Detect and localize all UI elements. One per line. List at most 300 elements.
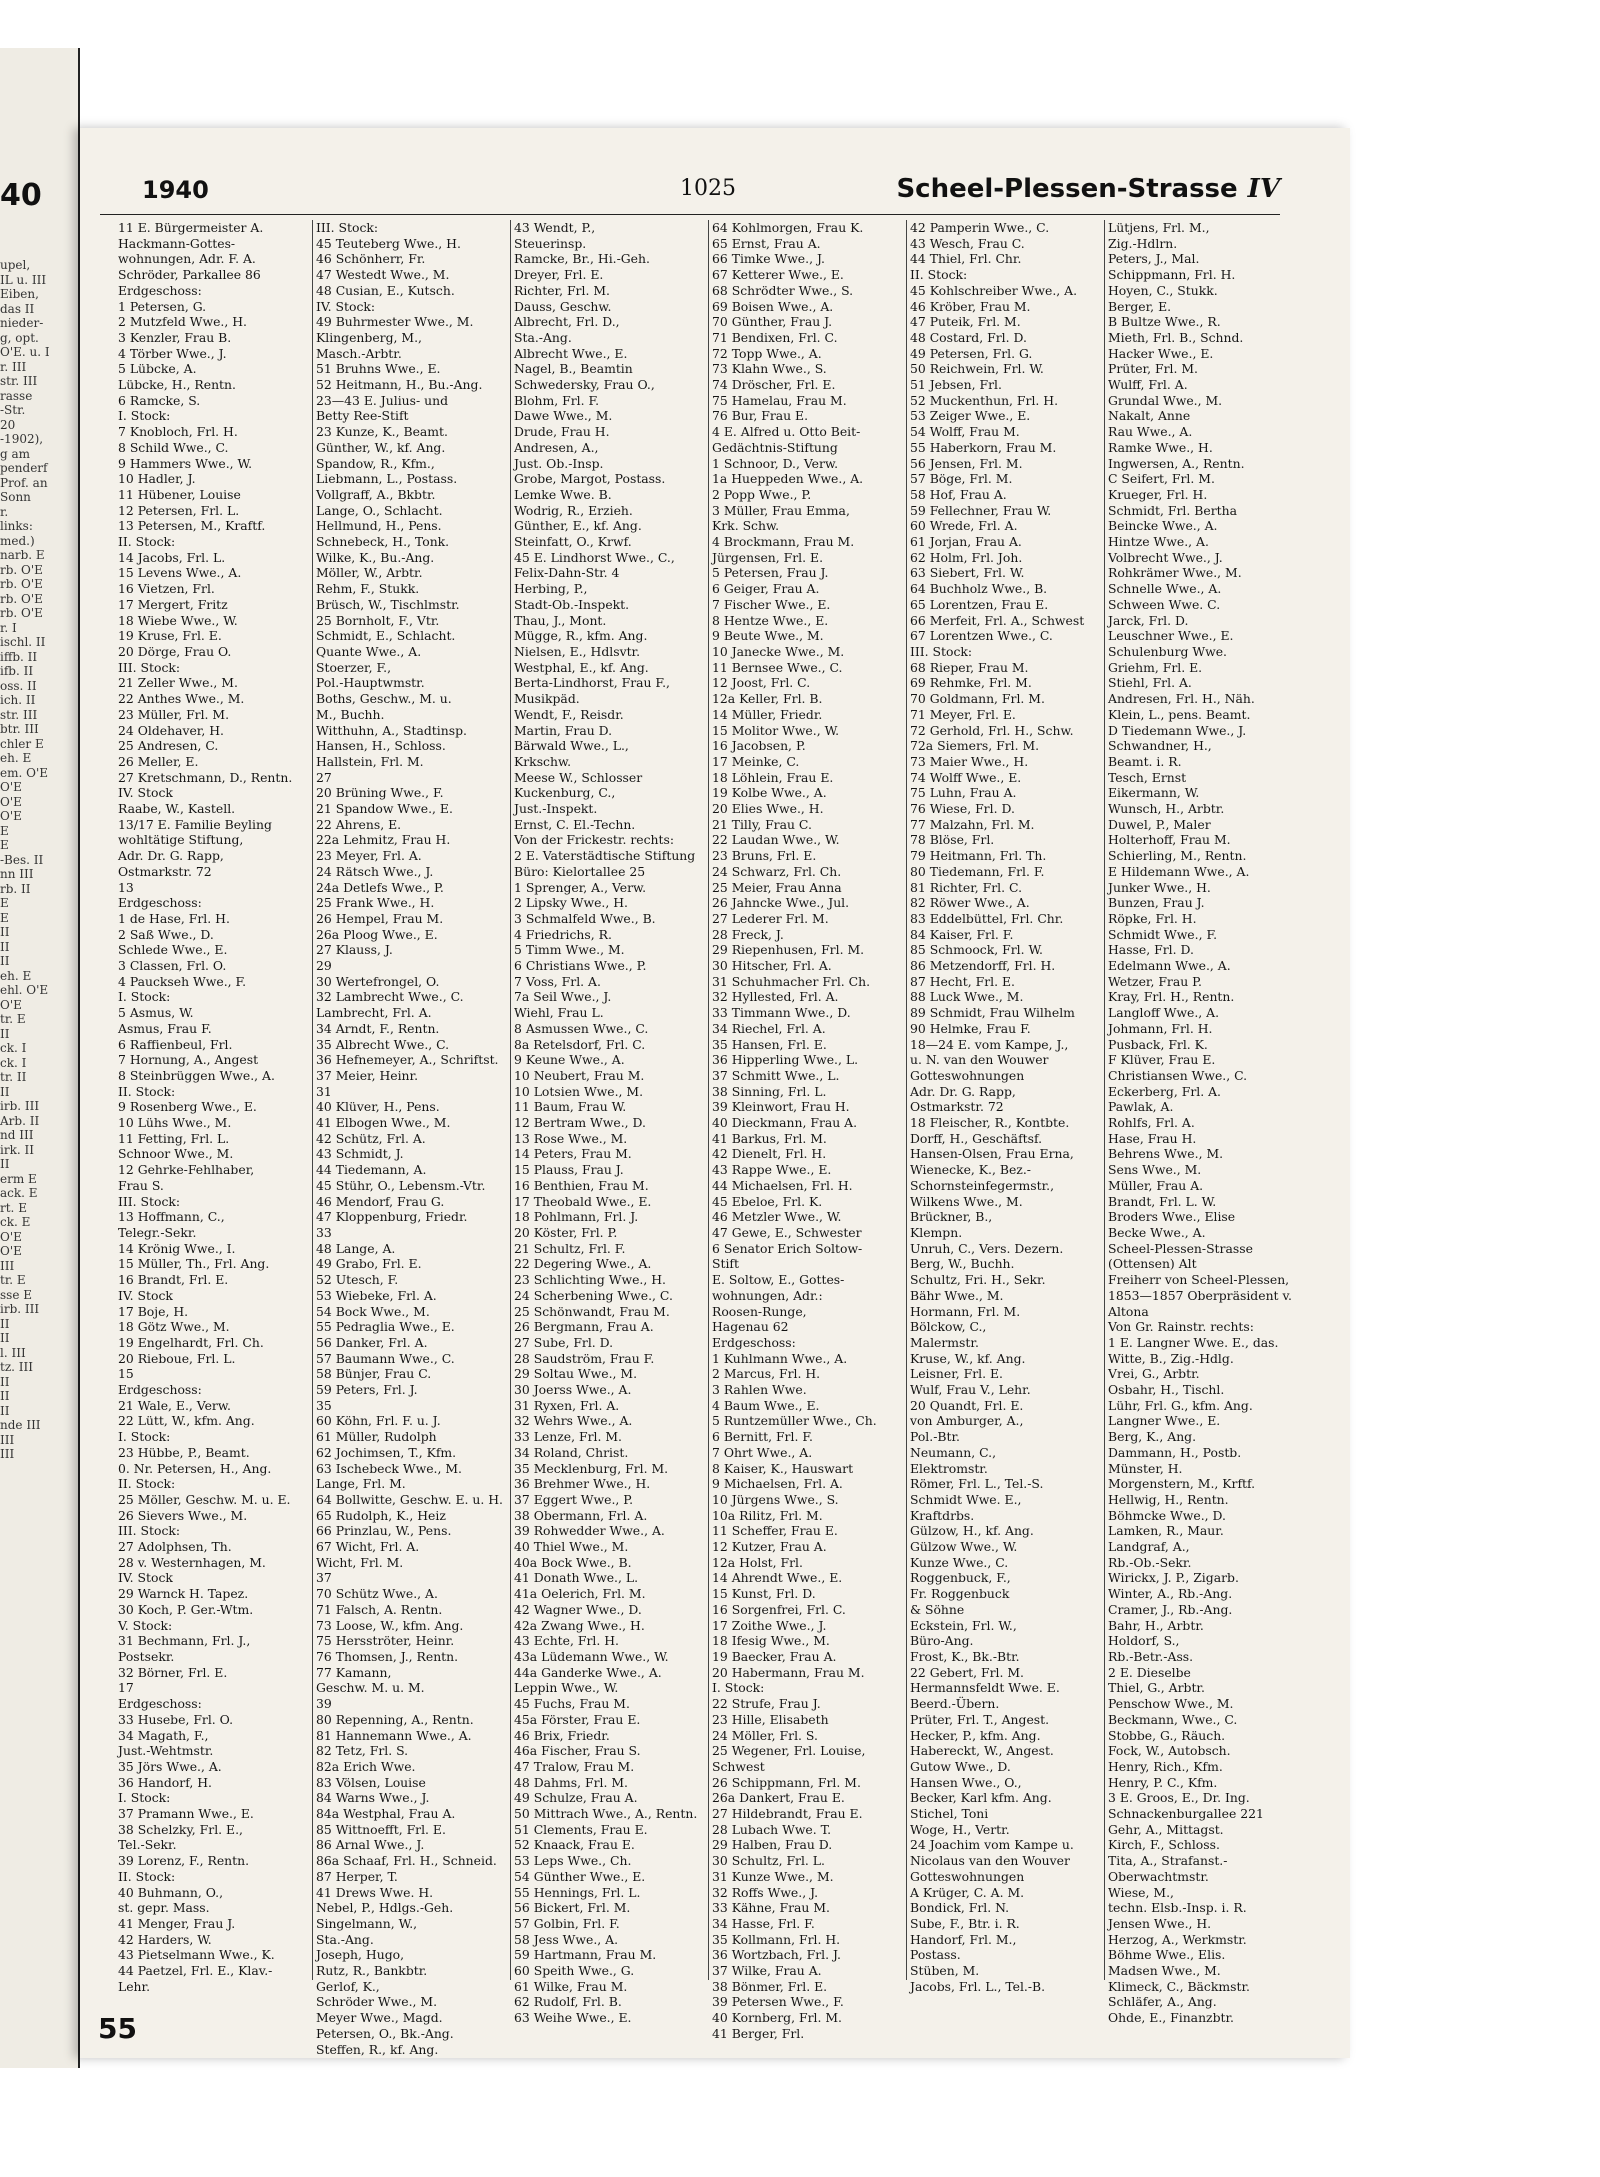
directory-entry: Gülzow, H., kf. Ang. [910,1523,1034,1539]
directory-entry: Schläfer, A., Ang. [1108,1994,1217,2010]
column-4 [712,220,900,2041]
directory-entry: 27 Kretschmann, D., Rentn. [118,769,293,785]
directory-entry: 80 Repenning, A., Rentn. [316,1711,474,1727]
directory-entry: 18 Götz Wwe., M. [118,1319,230,1335]
directory-entry: 44 Thiel, Frl. Chr. [910,251,1022,267]
directory-entry: 6 Ramcke, S. [118,392,201,408]
directory-entry: Andresen, Frl. H., Näh. [1108,691,1255,707]
directory-entry: 31 Ryxen, Frl. A. [514,1397,620,1413]
directory-entry: 46 Brix, Friedr. [514,1727,610,1743]
previous-page-line: erm E [0,1171,37,1186]
directory-entry: 60 Köhn, Frl. F. u. J. [316,1413,441,1429]
directory-entry: Wulff, Frl. A. [1108,377,1188,393]
directory-entry: 9 Michaelsen, Frl. A. [712,1476,843,1492]
directory-entry: Schwedersky, Frau O., [514,377,655,393]
directory-entry: Frau S. [118,1177,164,1193]
directory-entry: Malermstr. [910,1334,979,1350]
directory-entry: Rehm, F., Stukk. [316,581,420,597]
directory-entry: Berger, E. [1108,298,1172,314]
directory-entry: Meyer Wwe., Magd. [316,2010,443,2026]
directory-entry: Holterhoff, Frau M. [1108,832,1231,848]
directory-entry: 33 Husebe, Frl. O. [118,1711,234,1727]
directory-entry: E. Soltow, E., Gottes- [712,1272,845,1288]
directory-entry: Roosen-Runge, [712,1303,807,1319]
directory-entry: 53 Zeiger Wwe., E. [910,408,1031,424]
directory-entry: 84 Kaiser, Frl. F. [910,926,1014,942]
directory-entry: 15 [118,1366,134,1382]
directory-entry: Schmidt, E., Schlacht. [316,628,456,644]
directory-entry: 62 Holm, Frl. Joh. [910,549,1023,565]
directory-entry: 22 Lütt, W., kfm. Ang. [118,1413,255,1429]
previous-page-line: O'E [0,794,22,809]
directory-entry: 39 Kleinwort, Frau H. [712,1099,850,1115]
directory-entry: Edelmann Wwe., A. [1108,958,1231,974]
header-section: IV [1247,174,1280,204]
directory-entry: 14 Peters, Frau M. [514,1146,632,1162]
directory-entry: st. gepr. Mass. [118,1900,210,1916]
directory-entry: 20 Habermann, Frau M. [712,1664,865,1680]
directory-entry: 18 Pohlmann, Frl. J. [514,1209,639,1225]
directory-entry: Kuckenburg, C., [514,785,616,801]
directory-entry: 18 Ifesig Wwe., M. [712,1633,830,1649]
directory-entry: 45 Stühr, O., Lebensm.-Vtr. [316,1177,486,1193]
header-street-name [896,174,1280,204]
directory-entry: 20 Dörge, Frau O. [118,643,232,659]
directory-entry: 6 Raffienbeul, Frl. [118,1036,233,1052]
previous-page-line: str. III [0,374,38,388]
previous-page-line: upel, [0,258,31,272]
previous-page-line: II [0,1389,10,1403]
directory-entry: Kray, Frl. H., Rentn. [1108,989,1235,1005]
directory-entry: 86a Schaaf, Frl. H., Schneid. [316,1853,497,1869]
directory-entry: Wiese, M., [1108,1884,1174,1900]
directory-entry: 31 Schuhmacher Frl. Ch. [712,973,871,989]
directory-entry: Ernst, C. El.-Techn. [514,816,636,832]
directory-entry: 70 Schütz Wwe., A. [316,1586,438,1602]
directory-entry: 41a Oelerich, Frl. M. [514,1586,646,1602]
directory-entry: 41 Barkus, Frl. M. [712,1130,827,1146]
directory-entry: Schmidt Wwe. E., [910,1491,1022,1507]
previous-page-line: III [0,1432,15,1447]
directory-entry: 38 Obermann, Frl. A. [514,1507,648,1523]
directory-entry: Adr. Dr. G. Rapp, [910,1083,1016,1099]
directory-entry: 64 Kohlmorgen, Frau K. [712,220,864,235]
directory-entry: Singelmann, W., [316,1915,418,1931]
directory-entry: 57 Baumann Wwe., C. [316,1350,455,1366]
directory-entry: 41 Elbogen Wwe., M. [316,1115,451,1131]
directory-entry: Jacobs, Frl. L., Tel.-B. [910,1978,1046,1994]
directory-entry: 90 Helmke, Frau F. [910,1020,1031,1036]
directory-entry: 23 Hübbe, P., Beamt. [118,1444,250,1460]
directory-entry: 8 Steinbrüggen Wwe., A. [118,1067,275,1083]
directory-entry: 3 E. Groos, E., Dr. Ing. [1108,1790,1250,1806]
previous-page-line: II [0,939,10,954]
directory-entry: Stüben, M. [910,1963,980,1979]
directory-entry: Langner Wwe., E. [1108,1413,1221,1429]
directory-entry: Sta.-Ang. [316,1931,374,1947]
column-divider [510,220,511,1980]
directory-entry: 49 Petersen, Frl. G. [910,345,1033,361]
directory-entry: Holdorf, S., [1108,1633,1180,1649]
directory-entry: Kirch, F., Schloss. [1108,1837,1220,1853]
directory-entry: 31 [316,1083,332,1099]
directory-entry: 34 Roland, Christ. [514,1444,629,1460]
directory-entry: 57 Böge, Frl. M. [910,471,1013,487]
directory-entry: 20 Quandt, Frl. E. [910,1397,1024,1413]
directory-entry: 41 Berger, Frl. [712,2025,805,2041]
directory-entry: 60 Wrede, Frl. A. [910,518,1018,534]
directory-entry: 4 E. Alfred u. Otto Beit- [712,424,861,440]
directory-entry: 18 Löhlein, Frau E. [712,769,834,785]
directory-entry: wohnungen, Adr.: [712,1287,823,1303]
previous-page-line: rb. II [0,881,31,896]
directory-entry: Nebel, P., Hdlgs.-Geh. [316,1900,454,1916]
directory-entry: 42 Pamperin Wwe., C. [910,220,1050,235]
previous-page-line: med.) [0,533,35,548]
directory-entry: 65 Lorentzen, Frau E. [910,596,1049,612]
directory-entry: Schröder, Parkallee 86 [118,267,261,283]
directory-entry: Quante Wwe., A. [316,643,422,659]
directory-entry: 86 Arnal Wwe., J. [316,1837,425,1853]
directory-entry: 34 Hasse, Frl. F. [712,1915,815,1931]
directory-entry: Prüter, Frl. M. [1108,361,1198,377]
directory-entry: Wodrig, R., Erzieh. [514,502,633,518]
directory-entry: 52 Knaack, Frau E. [514,1837,635,1853]
directory-entry: Neumann, C., [910,1444,997,1460]
directory-entry: Hallstein, Frl. M. [316,753,424,769]
directory-entry: Klempn. [910,1225,963,1240]
directory-entry: 45a Förster, Frau E. [514,1711,641,1727]
directory-entry: 30 Hitscher, Frl. A. [712,958,832,974]
directory-entry: 55 Pedraglia Wwe., E. [316,1319,455,1335]
directory-entry: 14 Krönig Wwe., I. [118,1240,236,1256]
directory-entry: Ingwersen, A., Rentn. [1108,455,1245,471]
directory-entry: 43a Lüdemann Wwe., W. [514,1648,669,1664]
directory-entry: 24 Rätsch Wwe., J. [316,863,434,879]
directory-entry: 16 Jacobsen, P. [712,738,806,754]
directory-entry: Steuerinsp. [514,235,587,251]
directory-entry: 34 Arndt, F., Rentn. [316,1020,440,1036]
previous-page-line: ck. E [0,1215,31,1229]
directory-entry: 31 Kunze Wwe., M. [712,1868,834,1884]
directory-entry: 29 [316,958,332,974]
directory-entry: 6 Christians Wwe., P. [514,958,647,974]
directory-entry: Gotteswohnungen [910,1868,1025,1884]
directory-entry: 1 Schnoor, D., Verw. [712,455,839,471]
directory-entry: 46 Schönherr, Fr. [316,251,426,267]
directory-entry: 43 Wendt, P., [514,220,596,235]
header-street-label: Scheel-Plessen-Strasse [896,174,1238,204]
directory-entry: Gedächtnis-Stiftung [712,439,838,455]
directory-entry: Rb.-Betr.-Ass. [1108,1648,1194,1664]
directory-entry: 10a Rilitz, Frl. M. [712,1507,823,1523]
directory-entry: 18—24 E. vom Kampe, J., [910,1036,1069,1052]
directory-entry: 10 Jürgens Wwe., S. [712,1491,839,1507]
previous-page-line: links: [0,519,33,533]
directory-entry: I. Stock: [118,1429,171,1445]
previous-page-line: II [0,1331,10,1345]
directory-entry: Leuschner Wwe., E. [1108,628,1234,644]
directory-entry: 23—43 E. Julius- und [316,392,449,408]
directory-entry: Hasse, Frl. D. [1108,942,1194,958]
directory-entry: 40 Kornberg, Frl. M. [712,2010,842,2026]
directory-entry: 14 Ahrendt Wwe., E. [712,1570,843,1586]
directory-entry: Gutow Wwe., D. [910,1758,1011,1774]
directory-entry: 19 Baecker, Frau A. [712,1648,837,1664]
directory-entry: 68 Schrödter Wwe., S. [712,282,854,298]
directory-entry: 67 Ketterer Wwe., E. [712,267,844,283]
directory-entry: Stadt-Ob.-Inspekt. [514,596,630,612]
directory-entry: 25 Andresen, C. [118,738,219,754]
directory-entry: 4 Baum Wwe., E. [712,1397,820,1413]
directory-entry: 50 Mittrach Wwe., A., Rentn. [514,1806,698,1822]
directory-entry: Gehr, A., Mittagst. [1108,1821,1224,1837]
directory-entry: Von Gr. Rainstr. rechts: [1108,1319,1254,1335]
directory-entry: Altona [1108,1303,1149,1319]
directory-entry: Herbing, P., [514,581,588,597]
directory-columns [118,220,1300,2057]
directory-entry: Wicht, Frl. M. [316,1554,404,1570]
directory-entry: 13 [118,879,134,895]
directory-entry: 26a Dankert, Frau E. [712,1790,845,1806]
directory-entry: 57 Golbin, Frl. F. [514,1915,620,1931]
previous-page-number: 40 [0,178,42,213]
directory-entry: 1853—1857 Oberpräsident v. [1108,1287,1292,1303]
directory-entry: 55 Haberkorn, Frau M. [910,439,1057,455]
previous-page-line: O'E [0,1229,22,1244]
directory-entry: 66 Merfeit, Frl. A., Schwest [910,612,1085,628]
directory-entry: Pusback, Frl. K. [1108,1036,1208,1052]
directory-entry: Schwandner, H., [1108,738,1212,754]
directory-entry: E Hildemann Wwe., A. [1108,863,1250,879]
directory-entry: Unruh, C., Vers. Dezern. [910,1240,1064,1256]
directory-entry: 8 Hentze Wwe., E. [712,612,829,628]
directory-entry: Stichel, Toni [910,1806,989,1822]
directory-entry: Postass. [910,1947,961,1963]
directory-entry: 58 Hof, Frau A. [910,486,1007,502]
directory-entry: 47 Puteik, Frl. M. [910,314,1021,330]
directory-entry: wohltätige Stiftung, [118,832,244,848]
directory-entry: Lühr, Frl. G., kfm. Ang. [1108,1397,1253,1413]
directory-entry: 20 Elies Wwe., H. [712,801,824,817]
previous-page-line: III [0,1447,15,1461]
directory-entry: Brandt, Frl. L. W. [1108,1193,1217,1209]
directory-entry: Just.-Inspekt. [514,801,598,817]
directory-entry: Thau, J., Mont. [514,612,607,628]
directory-entry: Bähr Wwe., M. [910,1287,1004,1303]
directory-entry: 21 Schultz, Frl. F. [514,1240,626,1256]
directory-entry: 14 Müller, Friedr. [712,706,823,722]
directory-entry: 27 Klauss, J. [316,942,393,958]
directory-entry: 33 Lenze, Frl. M. [514,1429,622,1445]
previous-page-line: E [0,823,9,838]
directory-entry: 84 Warns Wwe., J. [316,1790,430,1806]
directory-entry: Rohlfs, Frl. A. [1108,1115,1195,1131]
directory-entry: IV. Stock [118,785,173,801]
directory-entry: Hacker Wwe., E. [1108,345,1214,361]
directory-entry: Herzog, A., Werkmstr. [1108,1931,1247,1947]
directory-entry: 32 Hyllested, Frl. A. [712,989,839,1005]
directory-entry: 46 Mendorf, Frau G. [316,1193,445,1209]
directory-entry: Pawlak, A. [1108,1099,1174,1115]
directory-entry: 29 Soltau Wwe., M. [514,1366,638,1382]
directory-entry: Dauss, Geschw. [514,298,612,314]
directory-entry: 30 Wertefrongel, O. [316,973,440,989]
directory-entry: 79 Heitmann, Frl. Th. [910,848,1047,864]
directory-entry: Bunzen, Frau J. [1108,895,1205,911]
directory-entry: Kruse, W., kf. Ang. [910,1350,1026,1366]
directory-entry: 52 Heitmann, H., Bu.-Ang. [316,377,483,393]
directory-entry: 82a Erich Wwe. [316,1758,416,1774]
directory-entry: Böhme Wwe., Elis. [1108,1947,1226,1963]
directory-entry: 13 Petersen, M., Kraftf. [118,518,266,534]
directory-entry: 3 Kenzler, Frau B. [118,329,232,345]
previous-page-line: das II [0,301,35,316]
directory-entry: 25 Meier, Frau Anna [712,879,842,895]
directory-entry: 2 Mutzfeld Wwe., H. [118,314,247,330]
directory-entry: 25 Bornholt, F., Vtr. [316,612,440,628]
directory-entry: Grundal Wwe., M. [1108,392,1223,408]
directory-entry: 20 Rieboue, Frl. L. [118,1350,236,1366]
directory-entry: 21 Spandow Wwe., E. [316,801,453,817]
directory-entry: 24 Möller, Frl. S. [712,1727,818,1743]
directory-entry: 81 Richter, Frl. C. [910,879,1023,895]
directory-entry: Römer, Frl. L., Tel.-S. [910,1476,1044,1492]
directory-entry: Landgraf, A., [1108,1539,1190,1555]
directory-entry: 63 Siebert, Frl. W. [910,565,1025,581]
directory-entry: 29 Warnck H. Tapez. [118,1586,249,1602]
directory-entry: 10 Janecke Wwe., M. [712,643,845,659]
directory-entry: Betty Ree-Stift [316,408,409,424]
directory-entry: 28 Saudström, Frau F. [514,1350,655,1366]
directory-entry: 52 Utesch, F. [316,1272,399,1288]
directory-entry: Geschw. M. u. M. [316,1680,425,1696]
directory-entry: Müller, Frau A. [1108,1177,1204,1193]
directory-entry: 72 Gerhold, Frl. H., Schw. [910,722,1074,738]
directory-entry: Meese W., Schlosser [514,769,643,785]
directory-entry: Rohkrämer Wwe., M. [1108,565,1242,581]
directory-entry: 74 Wolff Wwe., E. [910,769,1022,785]
directory-entry: 37 [316,1570,332,1586]
directory-entry: 18 Fleischer, R., Kontbte. [910,1115,1070,1131]
column-3 [514,220,702,2026]
directory-entry: u. N. van den Wouwer [910,1052,1049,1068]
directory-entry: 26 Sievers Wwe., M. [118,1507,248,1523]
directory-entry: Vollgraff, A., Bkbtr. [316,486,436,502]
previous-page-line: tr. E [0,1273,26,1287]
directory-entry: 19 Kolbe Wwe., A. [712,785,827,801]
directory-entry: Fr. Roggenbuck [910,1586,1010,1602]
directory-entry: 48 Costard, Frl. D. [910,329,1027,345]
directory-entry: Adr. Dr. G. Rapp, [118,848,224,864]
previous-page-line: eh. E [0,751,32,765]
directory-entry: Joseph, Hugo, [316,1947,405,1963]
directory-entry: 21 Zeller Wwe., M. [118,675,238,691]
previous-page-line: rasse [0,388,33,403]
previous-page-line: tz. III [0,1360,33,1374]
previous-page-lines [0,258,76,1462]
directory-entry: Penschow Wwe., M. [1108,1696,1234,1712]
directory-entry: 36 Handorf, H. [118,1774,212,1790]
directory-entry: Schween Wwe. C. [1108,596,1221,612]
directory-entry: IV. Stock [118,1287,173,1303]
previous-page-line: narb. E [0,548,45,562]
directory-entry: Henry, P. C., Kfm. [1108,1774,1218,1790]
directory-entry: wohnungen, Adr. F. A. [118,251,256,267]
previous-page-line: E [0,910,9,925]
directory-entry: Eckerberg, Frl. A. [1108,1083,1221,1099]
column-1 [118,220,306,1994]
directory-entry: 51 Jebsen, Frl. [910,377,1002,393]
directory-entry: 83 Eddelbüttel, Frl. Chr. [910,910,1064,926]
directory-entry: 36 Brehmer Wwe., H. [514,1476,651,1492]
directory-entry: Musikpäd. [514,691,580,707]
directory-entry: 20 Köster, Frl. P. [514,1225,618,1240]
directory-entry: 49 Buhrmester Wwe., M. [316,314,474,330]
previous-page-line: tr. E [0,1012,26,1026]
directory-entry: Henry, Rich., Kfm. [1108,1758,1223,1774]
previous-page-line: rb. O'E [0,562,43,577]
directory-entry: F Klüver, Frau E. [1108,1052,1216,1068]
directory-entry: 17 [118,1680,134,1696]
directory-entry: 12a Holst, Frl. [712,1554,803,1570]
directory-entry: Witte, B., Zig.-Hdlg. [1108,1350,1234,1366]
directory-entry: 1 Sprenger, A., Verw. [514,879,647,895]
directory-entry: Hecker, P., kfm. Ang. [910,1727,1041,1743]
directory-entry: 71 Bendixen, Frl. C. [712,329,838,345]
previous-page-line: btr. III [0,722,39,736]
directory-entry: Lütjens, Frl. M., [1108,220,1210,235]
directory-entry: Berg, W., Buchh. [910,1256,1015,1272]
directory-entry: 47 Gewe, E., Schwester [712,1225,862,1240]
directory-entry: 3 Rahlen Wwe. [712,1382,807,1398]
directory-entry: 28 Freck, J. [712,926,784,942]
directory-entry: Krueger, Frl. H. [1108,486,1208,502]
directory-entry: 72 Topp Wwe., A. [712,345,822,361]
previous-page-line: ck. I [0,1055,27,1070]
directory-entry: III. Stock: [118,1193,181,1209]
previous-page-line: penderf [0,461,48,475]
directory-entry: 55 Hennings, Frl. L. [514,1884,641,1900]
directory-entry: 39 Rohwedder Wwe., A. [514,1523,665,1539]
previous-page-line: iffb. II [0,649,38,664]
previous-page-line: -Str. [0,403,26,417]
directory-entry: Schnackenburgallee 221 [1108,1806,1264,1822]
previous-page-line: -1902), [0,432,44,446]
directory-entry: Bondick, Frl. N. [910,1900,1010,1916]
directory-entry: Felix-Dahn-Str. 4 [514,565,620,581]
directory-entry: Masch.-Arbtr. [316,345,402,361]
directory-entry: 5 Runtzemüller Wwe., Ch. [712,1413,877,1429]
directory-entry: Duwel, P., Maler [1108,816,1211,832]
directory-entry: Krk. Schw. [712,518,780,534]
directory-entry: Osbahr, H., Tischl. [1108,1382,1225,1398]
directory-entry: 1 E. Langner Wwe. E., das. [1108,1334,1279,1350]
directory-entry: 58 Jess Wwe., A. [514,1931,619,1947]
directory-entry: 73 Maier Wwe., H. [910,753,1029,769]
directory-entry: Lange, Frl. M. [316,1476,406,1492]
directory-entry: 45 Teuteberg Wwe., H. [316,235,461,251]
directory-entry: 85 Schmoock, Frl. W. [910,942,1043,958]
directory-entry: Krkschw. [514,753,572,769]
directory-entry: II. Stock: [910,267,968,283]
directory-entry: Schwest [712,1758,765,1774]
directory-entry: 24 Schwarz, Frl. Ch. [712,863,842,879]
directory-entry: IV. Stock: [316,298,376,314]
directory-entry: 35 Jörs Wwe., A. [118,1758,222,1774]
directory-entry: 21 Wale, E., Verw. [118,1397,231,1413]
directory-entry: 36 Hefnemeyer, A., Schriftst. [316,1052,499,1068]
